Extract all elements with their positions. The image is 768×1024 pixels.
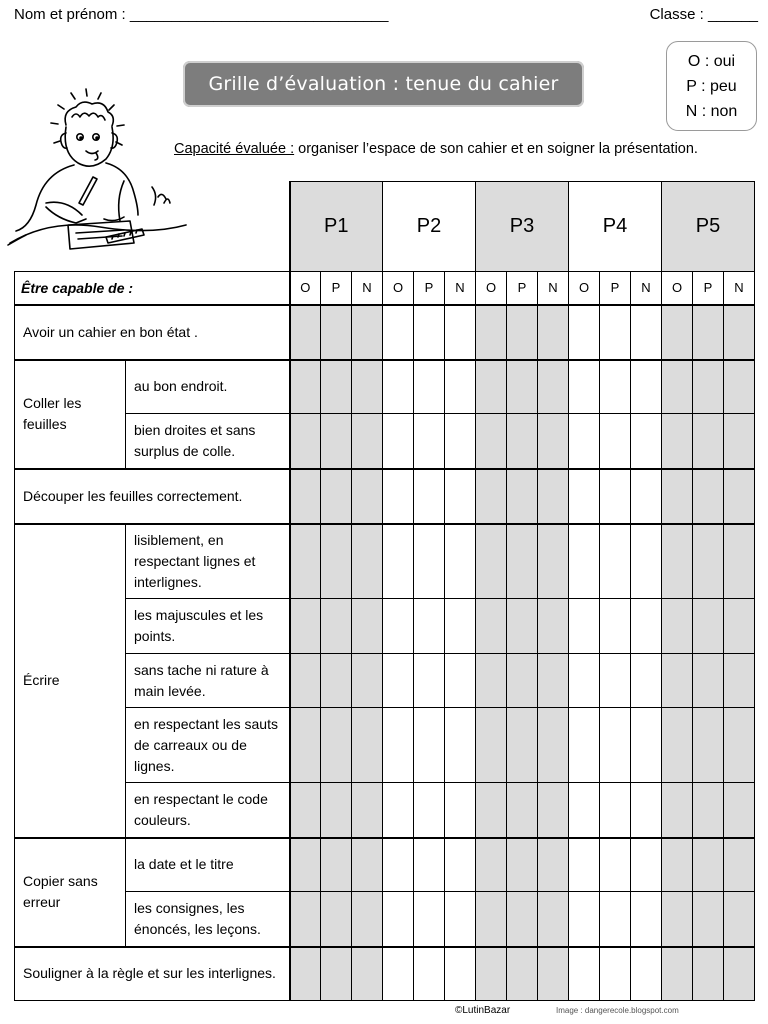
legend-peu: P : peu bbox=[686, 77, 737, 95]
grade-cell[interactable] bbox=[724, 892, 755, 947]
period-header: P2 bbox=[383, 182, 476, 272]
grade-cell[interactable] bbox=[414, 524, 445, 599]
grade-cell[interactable] bbox=[507, 524, 538, 599]
grade-cell[interactable] bbox=[600, 360, 631, 414]
grade-cell[interactable] bbox=[352, 305, 383, 360]
grade-cell[interactable] bbox=[693, 414, 724, 469]
grade-cell[interactable] bbox=[383, 892, 414, 947]
capacity-text: organiser l’espace de son cahier et en soigner la présentation. bbox=[294, 141, 698, 157]
choice-header: N bbox=[724, 272, 755, 305]
grade-cell[interactable] bbox=[693, 360, 724, 414]
grade-cell[interactable] bbox=[321, 524, 352, 599]
grade-cell[interactable] bbox=[631, 360, 662, 414]
grade-cell[interactable] bbox=[538, 360, 569, 414]
grade-cell[interactable] bbox=[414, 305, 445, 360]
grade-cell[interactable] bbox=[662, 708, 693, 783]
period-header: P4 bbox=[569, 182, 662, 272]
grade-cell[interactable] bbox=[631, 469, 662, 524]
grade-cell[interactable] bbox=[600, 708, 631, 783]
grade-cell[interactable] bbox=[600, 783, 631, 838]
grade-cell[interactable] bbox=[321, 414, 352, 469]
grade-cell[interactable] bbox=[569, 708, 600, 783]
grade-cell[interactable] bbox=[569, 947, 600, 1001]
grade-cell[interactable] bbox=[693, 783, 724, 838]
grade-cell[interactable] bbox=[693, 524, 724, 599]
grade-cell[interactable] bbox=[538, 708, 569, 783]
grade-cell[interactable] bbox=[724, 838, 755, 892]
grade-cell[interactable] bbox=[476, 708, 507, 783]
grade-cell[interactable] bbox=[662, 360, 693, 414]
grade-cell[interactable] bbox=[662, 524, 693, 599]
grade-cell[interactable] bbox=[476, 305, 507, 360]
grade-cell[interactable] bbox=[414, 360, 445, 414]
grade-cell[interactable] bbox=[507, 360, 538, 414]
grade-cell[interactable] bbox=[662, 654, 693, 708]
grade-cell[interactable] bbox=[662, 414, 693, 469]
table-row bbox=[15, 305, 755, 360]
grade-cell[interactable] bbox=[321, 708, 352, 783]
image-source-credit: Image : dangerecole.blogspot.com bbox=[556, 1006, 679, 1015]
table-row bbox=[15, 599, 755, 654]
grade-cell[interactable] bbox=[631, 783, 662, 838]
grade-cell[interactable] bbox=[631, 305, 662, 360]
grade-cell[interactable] bbox=[445, 708, 476, 783]
table-row bbox=[15, 469, 755, 524]
choice-header: P bbox=[600, 272, 631, 305]
grade-cell[interactable] bbox=[352, 524, 383, 599]
grade-cell[interactable] bbox=[507, 783, 538, 838]
choice-header: P bbox=[693, 272, 724, 305]
grade-cell[interactable] bbox=[569, 305, 600, 360]
grade-cell[interactable] bbox=[569, 654, 600, 708]
row-label: en respectant le code couleurs. bbox=[126, 783, 290, 838]
grade-cell[interactable] bbox=[724, 469, 755, 524]
grade-cell[interactable] bbox=[538, 305, 569, 360]
row-label: bien droites et sans surplus de colle. bbox=[126, 414, 290, 469]
grade-cell[interactable] bbox=[507, 599, 538, 654]
row-label: sans tache ni rature à main levée. bbox=[126, 654, 290, 708]
grade-cell[interactable] bbox=[631, 524, 662, 599]
grade-cell[interactable] bbox=[724, 599, 755, 654]
grade-cell[interactable] bbox=[445, 654, 476, 708]
grade-cell[interactable] bbox=[414, 414, 445, 469]
table-row bbox=[15, 360, 755, 414]
grade-cell[interactable] bbox=[352, 892, 383, 947]
grade-cell[interactable] bbox=[507, 708, 538, 783]
choice-header: N bbox=[631, 272, 662, 305]
grade-cell[interactable] bbox=[321, 599, 352, 654]
grade-cell[interactable] bbox=[352, 783, 383, 838]
grade-cell[interactable] bbox=[383, 838, 414, 892]
grade-cell[interactable] bbox=[631, 414, 662, 469]
grade-cell[interactable] bbox=[445, 305, 476, 360]
grade-cell[interactable] bbox=[662, 838, 693, 892]
grade-cell[interactable] bbox=[290, 360, 321, 414]
period-header: P1 bbox=[290, 182, 383, 272]
row-label: Découper les feuilles correctement. bbox=[15, 469, 290, 524]
choice-header-row bbox=[15, 272, 755, 305]
grade-cell[interactable] bbox=[352, 360, 383, 414]
grade-cell[interactable] bbox=[290, 708, 321, 783]
grade-cell[interactable] bbox=[290, 892, 321, 947]
grade-cell[interactable] bbox=[538, 838, 569, 892]
grade-cell[interactable] bbox=[352, 838, 383, 892]
row-label: lisiblement, en respectant lignes et interlignes. bbox=[126, 524, 290, 599]
grade-cell[interactable] bbox=[724, 947, 755, 1001]
grade-cell[interactable] bbox=[321, 305, 352, 360]
choice-header: N bbox=[538, 272, 569, 305]
grade-cell[interactable] bbox=[476, 469, 507, 524]
grade-cell[interactable] bbox=[600, 524, 631, 599]
grade-cell[interactable] bbox=[414, 947, 445, 1001]
row-group-label: Coller les feuilles bbox=[15, 360, 126, 469]
grade-cell[interactable] bbox=[321, 892, 352, 947]
period-header-row bbox=[15, 182, 755, 272]
grade-cell[interactable] bbox=[476, 414, 507, 469]
grade-cell[interactable] bbox=[507, 947, 538, 1001]
grade-cell[interactable] bbox=[321, 838, 352, 892]
capacity-label: Capacité évaluée : bbox=[174, 141, 295, 157]
grade-cell[interactable] bbox=[507, 305, 538, 360]
choice-header: P bbox=[414, 272, 445, 305]
grade-cell[interactable] bbox=[290, 838, 321, 892]
grade-cell[interactable] bbox=[569, 838, 600, 892]
row-label: au bon endroit. bbox=[126, 360, 290, 414]
grade-cell[interactable] bbox=[445, 599, 476, 654]
grade-cell[interactable] bbox=[445, 524, 476, 599]
grade-cell[interactable] bbox=[476, 360, 507, 414]
grade-cell[interactable] bbox=[662, 469, 693, 524]
row-group-label: Copier sans erreur bbox=[15, 838, 126, 947]
period-header: P5 bbox=[662, 182, 755, 272]
grade-cell[interactable] bbox=[507, 892, 538, 947]
grade-cell[interactable] bbox=[352, 708, 383, 783]
grade-cell[interactable] bbox=[600, 838, 631, 892]
grade-cell[interactable] bbox=[383, 360, 414, 414]
grade-cell[interactable] bbox=[476, 599, 507, 654]
grade-cell[interactable] bbox=[290, 524, 321, 599]
grade-cell[interactable] bbox=[569, 783, 600, 838]
grade-cell[interactable] bbox=[600, 892, 631, 947]
grade-cell[interactable] bbox=[538, 414, 569, 469]
grade-cell[interactable] bbox=[290, 305, 321, 360]
grade-cell[interactable] bbox=[414, 783, 445, 838]
row-label: la date et le titre bbox=[126, 838, 290, 892]
grade-cell[interactable] bbox=[383, 783, 414, 838]
grade-cell[interactable] bbox=[569, 469, 600, 524]
grade-cell[interactable] bbox=[631, 947, 662, 1001]
period-header: P3 bbox=[476, 182, 569, 272]
grade-cell[interactable] bbox=[538, 947, 569, 1001]
grade-cell[interactable] bbox=[600, 305, 631, 360]
table-row bbox=[15, 654, 755, 708]
grade-cell[interactable] bbox=[445, 469, 476, 524]
grade-cell[interactable] bbox=[600, 947, 631, 1001]
grade-cell[interactable] bbox=[290, 783, 321, 838]
choice-header: O bbox=[383, 272, 414, 305]
grade-cell[interactable] bbox=[693, 947, 724, 1001]
grade-cell[interactable] bbox=[476, 654, 507, 708]
table-row bbox=[15, 947, 755, 1001]
grade-cell[interactable] bbox=[724, 654, 755, 708]
table-row bbox=[15, 524, 755, 599]
choice-header: N bbox=[445, 272, 476, 305]
grade-cell[interactable] bbox=[352, 599, 383, 654]
grade-cell[interactable] bbox=[693, 838, 724, 892]
grade-cell[interactable] bbox=[600, 469, 631, 524]
grade-cell[interactable] bbox=[445, 783, 476, 838]
grade-cell[interactable] bbox=[569, 524, 600, 599]
capable-label: Être capable de : bbox=[15, 272, 290, 305]
grade-cell[interactable] bbox=[352, 654, 383, 708]
row-label: les majuscules et les points. bbox=[126, 599, 290, 654]
grade-cell[interactable] bbox=[476, 783, 507, 838]
grade-cell[interactable] bbox=[476, 947, 507, 1001]
grade-cell[interactable] bbox=[352, 414, 383, 469]
page-title: Grille d’évaluation : tenue du cahier bbox=[208, 73, 559, 95]
grade-cell[interactable] bbox=[383, 414, 414, 469]
grade-cell[interactable] bbox=[445, 414, 476, 469]
grade-cell[interactable] bbox=[290, 599, 321, 654]
grade-cell[interactable] bbox=[693, 708, 724, 783]
grade-cell[interactable] bbox=[290, 947, 321, 1001]
grade-cell[interactable] bbox=[445, 947, 476, 1001]
grade-cell[interactable] bbox=[631, 599, 662, 654]
grade-cell[interactable] bbox=[569, 892, 600, 947]
grade-cell[interactable] bbox=[321, 360, 352, 414]
choice-header: O bbox=[476, 272, 507, 305]
grade-cell[interactable] bbox=[476, 524, 507, 599]
grade-cell[interactable] bbox=[569, 360, 600, 414]
grade-cell[interactable] bbox=[414, 469, 445, 524]
grade-cell[interactable] bbox=[631, 892, 662, 947]
grade-cell[interactable] bbox=[290, 654, 321, 708]
row-label: les consignes, les énoncés, les leçons. bbox=[126, 892, 290, 947]
evaluated-capacity bbox=[174, 141, 698, 157]
grade-cell[interactable] bbox=[445, 360, 476, 414]
grade-cell[interactable] bbox=[383, 524, 414, 599]
grade-cell[interactable] bbox=[538, 654, 569, 708]
empty-corner bbox=[15, 182, 290, 272]
grade-cell[interactable] bbox=[538, 524, 569, 599]
grade-cell[interactable] bbox=[693, 654, 724, 708]
grade-cell[interactable] bbox=[724, 783, 755, 838]
grade-cell[interactable] bbox=[507, 469, 538, 524]
grade-cell[interactable] bbox=[693, 599, 724, 654]
grade-cell[interactable] bbox=[414, 654, 445, 708]
grade-cell[interactable] bbox=[662, 599, 693, 654]
grade-cell[interactable] bbox=[662, 892, 693, 947]
grade-cell[interactable] bbox=[600, 654, 631, 708]
grade-cell[interactable] bbox=[662, 947, 693, 1001]
table-row bbox=[15, 783, 755, 838]
grade-cell[interactable] bbox=[600, 599, 631, 654]
grade-cell[interactable] bbox=[414, 838, 445, 892]
grade-cell[interactable] bbox=[383, 947, 414, 1001]
grade-cell[interactable] bbox=[538, 469, 569, 524]
table-row bbox=[15, 708, 755, 783]
grade-cell[interactable] bbox=[600, 414, 631, 469]
row-label: Souligner à la règle et sur les interlignes. bbox=[15, 947, 290, 1001]
grade-cell[interactable] bbox=[321, 783, 352, 838]
grade-cell[interactable] bbox=[321, 947, 352, 1001]
grade-cell[interactable] bbox=[569, 599, 600, 654]
choice-header: P bbox=[507, 272, 538, 305]
grade-cell[interactable] bbox=[290, 469, 321, 524]
row-label: en respectant les sauts de carreaux ou de lignes. bbox=[126, 708, 290, 783]
grade-cell[interactable] bbox=[538, 599, 569, 654]
evaluation-grid bbox=[14, 181, 755, 1001]
choice-header: O bbox=[569, 272, 600, 305]
grade-cell[interactable] bbox=[724, 708, 755, 783]
grade-cell[interactable] bbox=[352, 469, 383, 524]
grade-cell[interactable] bbox=[383, 469, 414, 524]
row-label: Avoir un cahier en bon état . bbox=[15, 305, 290, 360]
grade-cell[interactable] bbox=[631, 708, 662, 783]
table-row bbox=[15, 414, 755, 469]
grade-cell[interactable] bbox=[290, 414, 321, 469]
grade-cell[interactable] bbox=[321, 469, 352, 524]
grade-cell[interactable] bbox=[693, 892, 724, 947]
grade-cell[interactable] bbox=[631, 838, 662, 892]
legend-non: N : non bbox=[685, 102, 738, 120]
choice-header: P bbox=[321, 272, 352, 305]
grade-cell[interactable] bbox=[445, 838, 476, 892]
copyright-credit: ©LutinBazar bbox=[455, 1005, 511, 1016]
grade-cell[interactable] bbox=[321, 654, 352, 708]
grade-cell[interactable] bbox=[414, 599, 445, 654]
grade-cell[interactable] bbox=[414, 708, 445, 783]
title-banner bbox=[183, 61, 584, 107]
grade-cell[interactable] bbox=[569, 414, 600, 469]
table-row bbox=[15, 838, 755, 892]
grade-cell[interactable] bbox=[724, 414, 755, 469]
grade-cell[interactable] bbox=[724, 305, 755, 360]
grade-cell[interactable] bbox=[476, 838, 507, 892]
grade-cell[interactable] bbox=[631, 654, 662, 708]
choice-header: O bbox=[662, 272, 693, 305]
grade-cell[interactable] bbox=[476, 892, 507, 947]
legend-oui: O : oui bbox=[687, 52, 736, 70]
class-field-line: Classe : ______ bbox=[649, 6, 758, 23]
grade-cell[interactable] bbox=[383, 599, 414, 654]
grade-cell[interactable] bbox=[693, 305, 724, 360]
choice-header: O bbox=[290, 272, 321, 305]
grade-cell[interactable] bbox=[414, 892, 445, 947]
choice-header: N bbox=[352, 272, 383, 305]
grade-cell[interactable] bbox=[724, 360, 755, 414]
grade-cell[interactable] bbox=[693, 469, 724, 524]
grade-cell[interactable] bbox=[383, 305, 414, 360]
grade-cell[interactable] bbox=[662, 305, 693, 360]
grade-cell[interactable] bbox=[538, 783, 569, 838]
row-group-label: Écrire bbox=[15, 524, 126, 838]
grade-cell[interactable] bbox=[445, 892, 476, 947]
grade-cell[interactable] bbox=[352, 947, 383, 1001]
grade-cell[interactable] bbox=[662, 783, 693, 838]
grade-cell[interactable] bbox=[507, 414, 538, 469]
grade-cell[interactable] bbox=[507, 654, 538, 708]
grade-cell[interactable] bbox=[538, 892, 569, 947]
table-row bbox=[15, 892, 755, 947]
grade-cell[interactable] bbox=[383, 708, 414, 783]
grade-cell[interactable] bbox=[383, 654, 414, 708]
name-field-line: Nom et prénom : _______________________________ bbox=[14, 6, 389, 23]
grade-cell[interactable] bbox=[507, 838, 538, 892]
legend-box bbox=[666, 41, 757, 131]
grade-cell[interactable] bbox=[724, 524, 755, 599]
